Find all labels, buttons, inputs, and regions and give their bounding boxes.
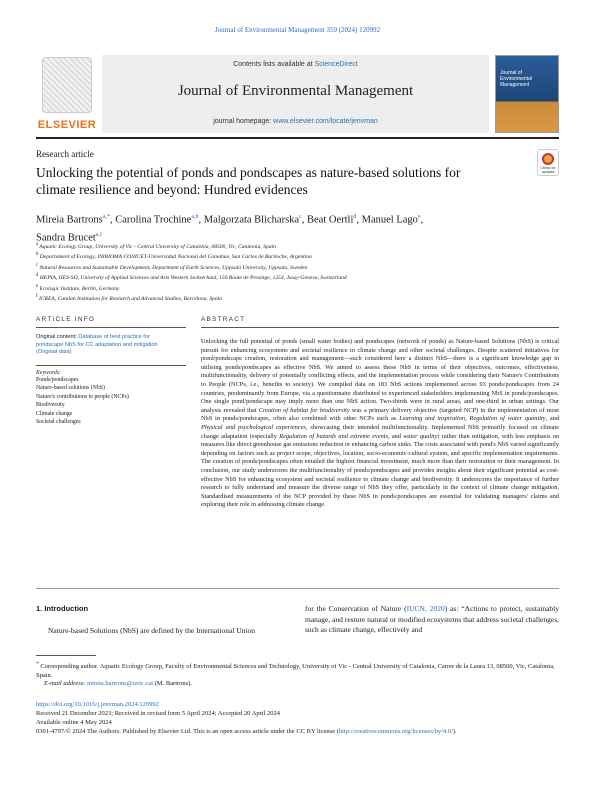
author-email-link[interactable]: mireia.bartrons@uvic.cat bbox=[87, 680, 153, 688]
masthead-divider bbox=[36, 137, 559, 139]
cover-title: Journal of Environmental Management bbox=[500, 70, 532, 88]
check-for-updates-badge[interactable] bbox=[537, 149, 559, 176]
author-affiliation-marker[interactable]: c bbox=[299, 214, 302, 220]
author-separator: , bbox=[198, 214, 204, 226]
keyword-list bbox=[36, 376, 158, 427]
received-dates: Received 21 December 2023; Received in revised form 5 April 2024; Accepted 20 April 2024 bbox=[36, 710, 281, 717]
author[interactable]: Mireia Bartrons bbox=[36, 214, 103, 226]
keyword[interactable]: Ponds/pondscapes bbox=[36, 376, 79, 383]
abstract-bottom-rule bbox=[36, 588, 559, 589]
author-separator: , bbox=[356, 214, 362, 226]
affiliation: $^e$ Ecologic Institute, Berlin, Germany bbox=[36, 283, 120, 292]
author-list bbox=[36, 210, 559, 245]
author-separator: , bbox=[301, 214, 308, 226]
license-link[interactable]: http://creativecommons.org/licenses/by/4.0/ bbox=[338, 728, 453, 735]
author-affiliation-marker[interactable]: e bbox=[417, 214, 421, 220]
elsevier-tree-icon bbox=[42, 57, 92, 113]
keyword[interactable]: Nature-based solutions (NbS) bbox=[36, 385, 105, 391]
introduction-heading: 1. Introduction bbox=[36, 604, 89, 613]
introduction-text-right: for the Conservation of Nature (IUCN, 2020) as: “Actions to protect, sustainably manage, and restore natural or modified ecosystems that address societal challenges, such as climate change, effectively and bbox=[305, 604, 559, 634]
author-affiliation-marker[interactable]: d bbox=[353, 214, 357, 220]
affiliation: $^c$ Natural Resources and Sustainable Development, Department of Earth Sciences, Uppsala University, Uppsala, Sweden bbox=[36, 262, 308, 271]
keywords-heading: Keywords: bbox=[36, 369, 61, 376]
original-content-note: Original content: Database of best practice for pondscape NbS for CC adaptation and mitigation (Original data) bbox=[36, 334, 158, 355]
masthead-banner bbox=[102, 55, 489, 133]
elsevier-logo bbox=[36, 57, 98, 131]
author[interactable]: Sandra Brucet bbox=[36, 232, 96, 243]
abstract-rule bbox=[201, 327, 559, 328]
journal-cover-image bbox=[495, 55, 559, 133]
abstract-heading: ABSTRACT bbox=[201, 316, 246, 323]
author-affiliation-marker[interactable]: a,b bbox=[191, 214, 199, 220]
article-title: Unlocking the potential of ponds and pondscapes as nature-based solutions for climate resilience and beyond: Hundred evidences bbox=[36, 165, 461, 197]
doi-link[interactable]: https://doi.org/10.1016/j.jenvman.2024.120992 bbox=[36, 701, 159, 708]
author[interactable]: Manuel Lago bbox=[361, 214, 418, 226]
author-affiliation-marker[interactable]: a,f bbox=[95, 231, 102, 238]
affiliation: $^d$ HEPIA, HES-SO, University of Applied Sciences and Arts Western Switzerland, 150 Route de Presinge, 1254, Jussy-Geneva, Switzerland bbox=[36, 273, 347, 282]
affiliation: $^f$ ICREA, Catalan Institution for Research and Advanced Studies, Barcelona, Spain bbox=[36, 294, 223, 303]
introduction-text-left: Nature-based Solutions (NbS) are defined by the International Union bbox=[48, 626, 256, 635]
corresponding-author-footnote: * Corresponding author. Aquatic Ecology Group, Faculty of Environmental Sciences and Technology, University of Vic - Central University of Catalonia, Carrer de la Laura 13, 08500, Vic, Catalonia, Spain. E-mail address: mireia.bartrons@uvic.cat (M. Bartrons). bbox=[36, 661, 555, 688]
sciencedirect-link[interactable]: ScienceDirect bbox=[314, 61, 358, 68]
author-separator: , bbox=[420, 214, 424, 226]
license-line: 0301-4797/© 2024 The Authors. Published by Elsevier Ltd. This is an open access article under the CC BY license (http://creativecommons.org/licenses/by/4.0/). bbox=[36, 728, 457, 735]
publisher-name: ELSEVIER bbox=[37, 119, 97, 131]
author-separator: , bbox=[109, 214, 116, 226]
article-info-heading: ARTICLE INFO bbox=[36, 316, 96, 323]
author[interactable]: Carolina Trochine bbox=[115, 214, 192, 226]
info-divider bbox=[36, 365, 186, 366]
original-data-link[interactable]: Database of best practice for pondscape NbS for CC adaptation and mitigation (Original data) bbox=[36, 334, 158, 355]
footnote-rule bbox=[36, 655, 96, 656]
check-updates-label: Check for updates bbox=[540, 166, 556, 174]
affiliation: $^a$ Aquatic Ecology Group, University of Vic - Central University of Catalonia, 08500, Vic, Catalonia, Spain bbox=[36, 242, 276, 250]
article-type: Research article bbox=[36, 149, 94, 159]
author[interactable]: Malgorzata Blicharska bbox=[203, 214, 300, 226]
publication-info bbox=[36, 700, 559, 736]
author-affiliation-marker[interactable]: a,* bbox=[102, 214, 110, 220]
article-info-rule bbox=[36, 327, 186, 328]
affiliation: $^b$ Departament of Ecology, INIBIOMA CONICET-Universidad Nacional del Comahue, San Carlos de Bariloche, Argentina bbox=[36, 252, 312, 261]
keyword[interactable]: Biodiversity bbox=[36, 402, 65, 408]
check-updates-icon bbox=[542, 153, 554, 165]
keyword[interactable]: Societal challenges bbox=[36, 419, 81, 425]
journal-name: Journal of Environmental Management bbox=[177, 83, 414, 99]
citation-link[interactable]: IUCN, 2020 bbox=[406, 604, 445, 613]
keyword[interactable]: Nature's contributions to people (NCPs) bbox=[36, 393, 129, 400]
affiliation-list bbox=[36, 241, 559, 304]
article-info-panel bbox=[36, 334, 158, 427]
keyword[interactable]: Climate change bbox=[36, 410, 73, 417]
journal-masthead bbox=[36, 55, 559, 133]
contents-line: Contents lists available at ScienceDirect bbox=[233, 61, 358, 68]
online-date: Available online 4 May 2024 bbox=[36, 719, 112, 726]
homepage-line: journal homepage: www.elsevier.com/locate/jenvman bbox=[213, 118, 378, 125]
abstract-text: Unlocking the full potential of ponds (small water bodies) and pondscapes (network of ponds) as Nature-based Solutions (NbS) is critical pursuit for enhancing ecosystems and societal resilience to climate change and other societal challenges. Despite scattered initiatives for pond/pondscape creation, restoration and management—each considered here a distinct NbS—there is a significant knowledge gap in utilising ponds/pondscapes as effective NbS. We aimed to assess these NbS in terms of their objectives, outcomes, effectiveness, multifunctionality, delivery of potentially conflicting effects, and the implementation process while considering their Nature's Contributions to People (NCPs, i.e., benefits to society). We compiled data on 183 NbS actions implemented across 93 ponds/pondscapes from 24 countries, predominantly from Europe, via a questionnaire distributed to experienced stakeholders implementing NbS in ponds/pondscapes. One single pond/pondscape may imply more than one NbS action. Two-thirds were in rural areas, and one-third in urban settings. Our analysis revealed that Creation of habitat for biodiversity was a primary delivery objective (targeted NCP) in the implementation of most NbS in ponds/pondscapes, often also combined with other NCPs such as Learning and inspiration, Regulation of water quantity, and Physical and psychological experiences, showcasing their intended multifunctionality. Implemented NbS primarily focused on climate change adaptation (especially Regulation of hazards and extreme events, and water quality) rather than mitigation, with less emphasis on measures like direct greenhouse gas emissions reduction or enhancing carbon sinks. The costs associated with pond's NbS varied significantly depending on factors such as project scope, objectives, location, socio-economic-cultural system, and specific implementation requirements. The creation of ponds/pondscapes often entailed the highest financial investment, much more than their restoration or their management. In conclusion, our study underscores the multifunctionality of ponds/pondscapes and provides insights about their significant potential as cost-effective NbS for enhancing ecosystem and societal resilience to climate change and biodiversity. It underscores the importance of further research to fully understand and measure the diverse range of NbS they offer, particularly in the context of climate change mitigation. Standardised measurements of the NCP provided by these NbS in ponds/pondscapes are essential for validating managers' claims and exploring their role in addressing climate change. bbox=[201, 338, 560, 509]
author[interactable]: Beat Oertli bbox=[307, 214, 354, 226]
journal-citation[interactable]: Journal of Environmental Management 359 (2024) 120992 bbox=[214, 26, 381, 34]
homepage-link[interactable]: www.elsevier.com/locate/jenvman bbox=[273, 118, 378, 125]
